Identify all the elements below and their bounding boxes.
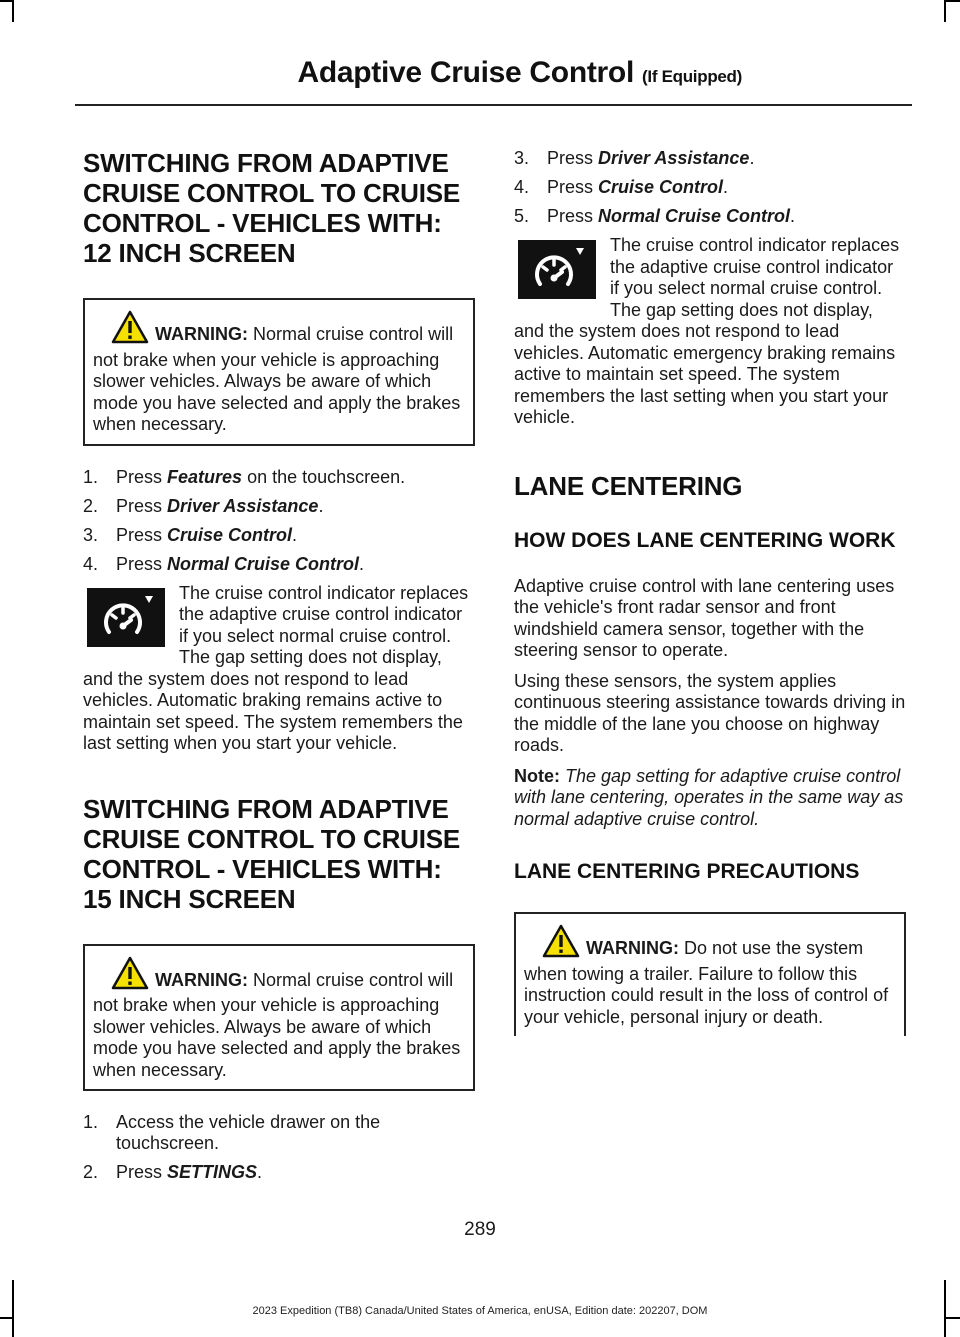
- indicator-paragraph: [514, 235, 906, 429]
- indicator-text: The cruise control indicator replaces the adaptive cruise control indicator if you select normal cruise control. The gap setting does not display, and the system does not respond to lead vehicles. Automatic braking remains active to maintain set speed. The system remembers the last setting when you start your vehicle.: [83, 582, 469, 753]
- list-item: 4. Press Normal Cruise Control.: [83, 553, 365, 574]
- list-item: 2. Press SETTINGS.: [83, 1162, 263, 1182]
- warning-box: [83, 298, 475, 446]
- cruise-control-indicator-icon: [87, 588, 165, 647]
- section-heading-15-inch: SWITCHING FROM ADAPTIVE CRUISE CONTROL TO CRUISE CONTROL - VEHICLES WITH: 15 INCH SCREEN: [83, 793, 461, 914]
- warning-box: [514, 912, 906, 1036]
- warning-triangle-icon: [111, 310, 149, 350]
- list-item: 5. Press Normal Cruise Control.: [514, 206, 796, 226]
- crop-mark: [944, 1317, 960, 1319]
- warning-text: Do not use the system when towing a trailer. Failure to follow this instruction could result in the loss of control of your vehicle, personal injury or death.: [524, 938, 889, 1027]
- list-item: 4. Press Cruise Control.: [514, 177, 729, 197]
- note-text: The gap setting for adaptive cruise control with lane centering, operates in the same way as normal adaptive cruise control.: [514, 765, 904, 829]
- right-column: [514, 140, 906, 1036]
- page-header: [298, 56, 743, 90]
- note: [514, 766, 906, 831]
- warning-box: [83, 944, 475, 1092]
- list-item: 2. Press Driver Assistance.: [83, 495, 324, 516]
- warning-triangle-icon: [111, 956, 149, 996]
- list-item: 1. Press Features on the touchscreen.: [83, 466, 406, 487]
- crop-mark: [944, 0, 960, 2]
- indicator-paragraph: [83, 583, 475, 755]
- left-column: [83, 140, 475, 1191]
- warning-triangle-icon: [542, 924, 580, 964]
- steps-list: [514, 148, 906, 227]
- note-label: Note:: [514, 765, 560, 786]
- list-item: 1. Access the vehicle drawer on the touchscreen.: [83, 1112, 381, 1153]
- crop-mark: [0, 1317, 14, 1319]
- warning-label: WARNING:: [155, 324, 248, 344]
- subheading-how-lane-centering-works: HOW DOES LANE CENTERING WORK: [514, 528, 896, 552]
- paragraph: Adaptive cruise control with lane centering uses the vehicle's front radar sensor and front windshield camera sensor, together with the steering sensor to operate.: [514, 575, 895, 660]
- warning-label: WARNING:: [155, 969, 248, 990]
- edition-footer: 2023 Expedition (TB8) Canada/United States of America, enUSA, Edition date: 202207, DOM: [252, 1305, 708, 1317]
- section-heading-12-inch: SWITCHING FROM ADAPTIVE CRUISE CONTROL TO CRUISE CONTROL - VEHICLES WITH: 12 INCH SCREEN: [83, 148, 461, 268]
- warning-text: Normal cruise control will not brake when your vehicle is approaching slower vehicles. Always be aware of which mode you have selected and apply the brakes when necessary.: [93, 969, 461, 1080]
- indicator-text: The cruise control indicator replaces the adaptive cruise control indicator if you select normal cruise control. The gap setting does not display, and the system does not respond to lead vehicles. Automatic emergency braking remains active to maintain set speed. The system remembers the last setting when you start your vehicle.: [514, 235, 900, 427]
- page-number: 289: [464, 1219, 496, 1240]
- header-rule: [75, 104, 912, 106]
- warning-label: WARNING:: [586, 938, 679, 958]
- subheading-lane-centering-precautions: LANE CENTERING PRECAUTIONS: [514, 860, 860, 883]
- crop-mark: [944, 0, 946, 22]
- paragraph: Using these sensors, the system applies continuous steering assistance towards driving in the middle of the lane you choose on highway roads.: [514, 670, 906, 755]
- warning-text: Normal cruise control will not brake when your vehicle is approaching slower vehicles. Always be aware of which mode you have selected and apply the brakes when necessary.: [93, 324, 461, 434]
- cruise-control-indicator-icon: [518, 240, 596, 299]
- crop-mark: [12, 0, 14, 22]
- header-qualifier: (If Equipped): [642, 67, 742, 86]
- steps-list: [83, 467, 475, 575]
- section-heading-lane-centering: LANE CENTERING: [514, 470, 743, 501]
- steps-list: [83, 1112, 475, 1183]
- header-title: Adaptive Cruise Control: [297, 56, 634, 89]
- list-item: 3. Press Cruise Control.: [83, 524, 298, 545]
- list-item: 3. Press Driver Assistance.: [514, 148, 755, 168]
